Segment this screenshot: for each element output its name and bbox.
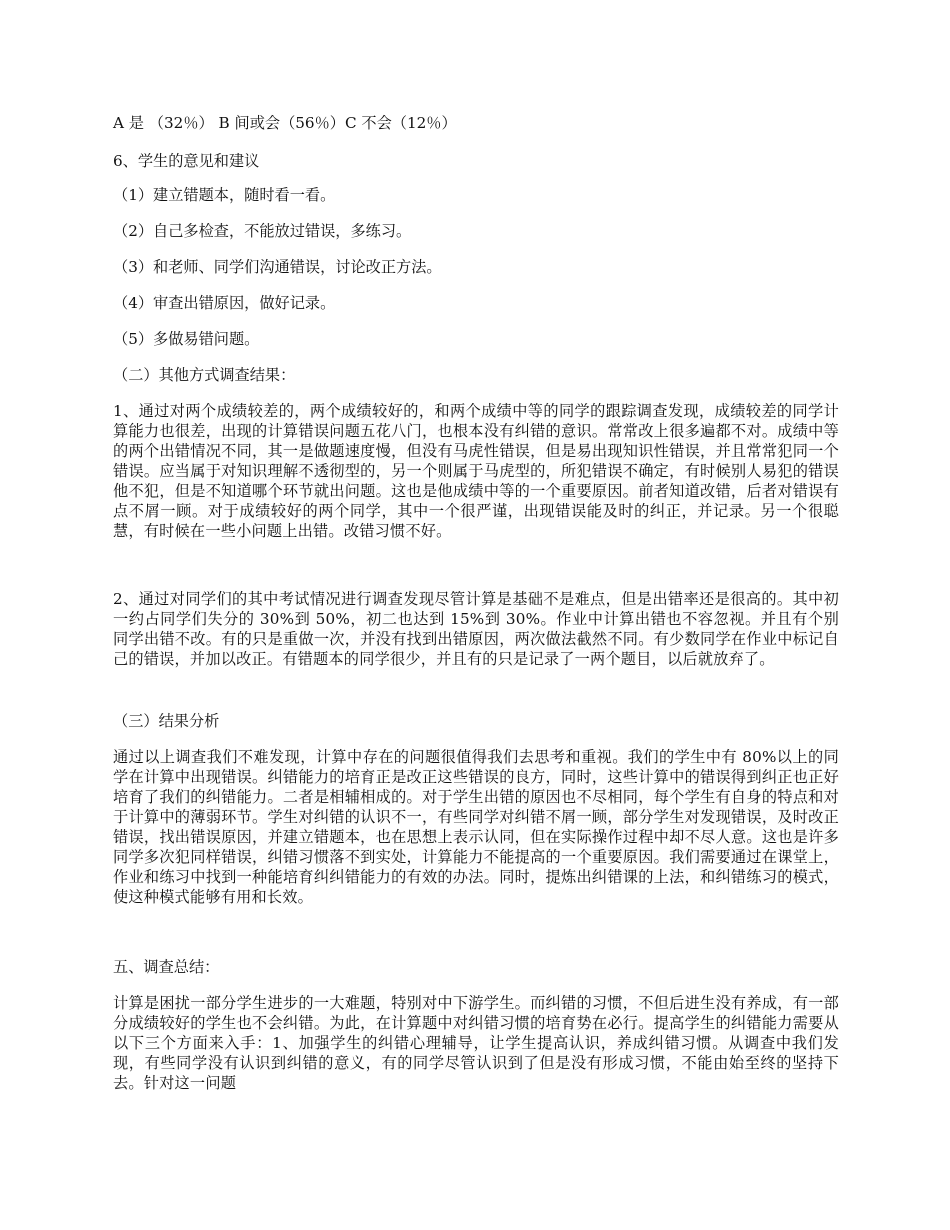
paragraph-4: 计算是困扰一部分学生进步的一大难题，特别对中下游学生。而纠错的习惯，不但后进生没有养成，有一部分成绩较好的学生也不会纠错。为此，在计算题中对纠错习惯的培育势在必行。提高学生的纠错能力需要从以下三个方面来入手：1、加强学生的纠错心理辅导，让学生提高认识，养成纠错习惯。从调查中我们发现，有些同学没有认识到纠错的意义，有的同学尽管认识到了但是没有形成习惯，不能由始至终的坚持下去。针对这一问题 bbox=[113, 994, 839, 1092]
other-survey-title: （二）其他方式调查结果： bbox=[113, 366, 296, 384]
analysis-title: （三）结果分析 bbox=[113, 712, 220, 730]
paragraph-2: 2、通过对同学们的其中考试情况进行调查发现尽管计算是基础不是难点，但是出错率还是很高的。其中初一约占同学们失分的 30%到 50%，初二也达到 15%到 30%。作业中计算出错也不容忽视。并且有个别同学出错不改。有的只是重做一次，并没有找到出错原因，两次做法截然不同。有少数同学在作业中标记自己的错误，并加以改正。有错题本的同学很少，并且有的只是记录了一两个题目，以后就放弃了。 bbox=[113, 590, 839, 668]
summary-title: 五、调查总结： bbox=[113, 958, 220, 976]
paragraph-3: 通过以上调查我们不难发现，计算中存在的问题很值得我们去思考和重视。我们的学生中有 80%以上的同学在计算中出现错误。纠错能力的培育正是改正这些错误的良方，同时，这些计算中的错误得到纠正也正好培育了我们的纠错能力。二者是相辅相成的。对于学生出错的原因也不尽相同，每个学生有自身的特点和对于计算中的薄弱环节。学生对纠错的认识不一，有些同学对纠错不屑一顾，部分学生对发现错误，及时改正错误，找出错误原因，并建立错题本，也在思想上表示认同，但在实际操作过程中却不尽人意。这也是许多同学多次犯同样错误，纠错习惯落不到实处，计算能力不能提高的一个重要原因。我们需要通过在课堂上，作业和练习中找到一种能培育纠纠错能力的有效的办法。同时，提炼出纠错课的上法，和纠错练习的模式，使这种模式能够有用和长效。 bbox=[113, 748, 839, 906]
section-6-title: 6、学生的意见和建议 bbox=[113, 152, 260, 170]
suggestion-item: （2）自己多检查，不能放过错误，多练习。 bbox=[113, 222, 412, 240]
survey-result-line: A 是 （32％） B 间或会（56％）C 不会（12％） bbox=[113, 114, 457, 132]
paragraph-1: 1、通过对两个成绩较差的，两个成绩较好的，和两个成绩中等的同学的跟踪调查发现，成绩较差的同学计算能力也很差，出现的计算错误问题五花八门，也根本没有纠错的意识。常常改上很多遍都不对。成绩中等的两个出错情况不同，其一是做题速度慢，但没有马虎性错误，但是易出现知识性错误，并且常常犯同一个错误。应当属于对知识理解不透彻型的，另一个则属于马虎型的，所犯错误不确定，有时候别人易犯的错误他不犯，但是不知道哪个环节就出问题。这也是他成绩中等的一个重要原因。前者知道改错，后者对错误有点不屑一顾。对于成绩较好的两个同学，其中一个很严谨，出现错误能及时的纠正，并记录。另一个很聪慧，有时候在一些小问题上出错。改错习惯不好。 bbox=[113, 402, 839, 540]
suggestion-item: （3）和老师、同学们沟通错误，讨论改正方法。 bbox=[113, 258, 442, 276]
suggestion-item: （4）审查出错原因，做好记录。 bbox=[113, 294, 336, 312]
suggestion-item: （1）建立错题本，随时看一看。 bbox=[113, 186, 336, 204]
suggestion-item: （5）多做易错问题。 bbox=[113, 330, 260, 348]
